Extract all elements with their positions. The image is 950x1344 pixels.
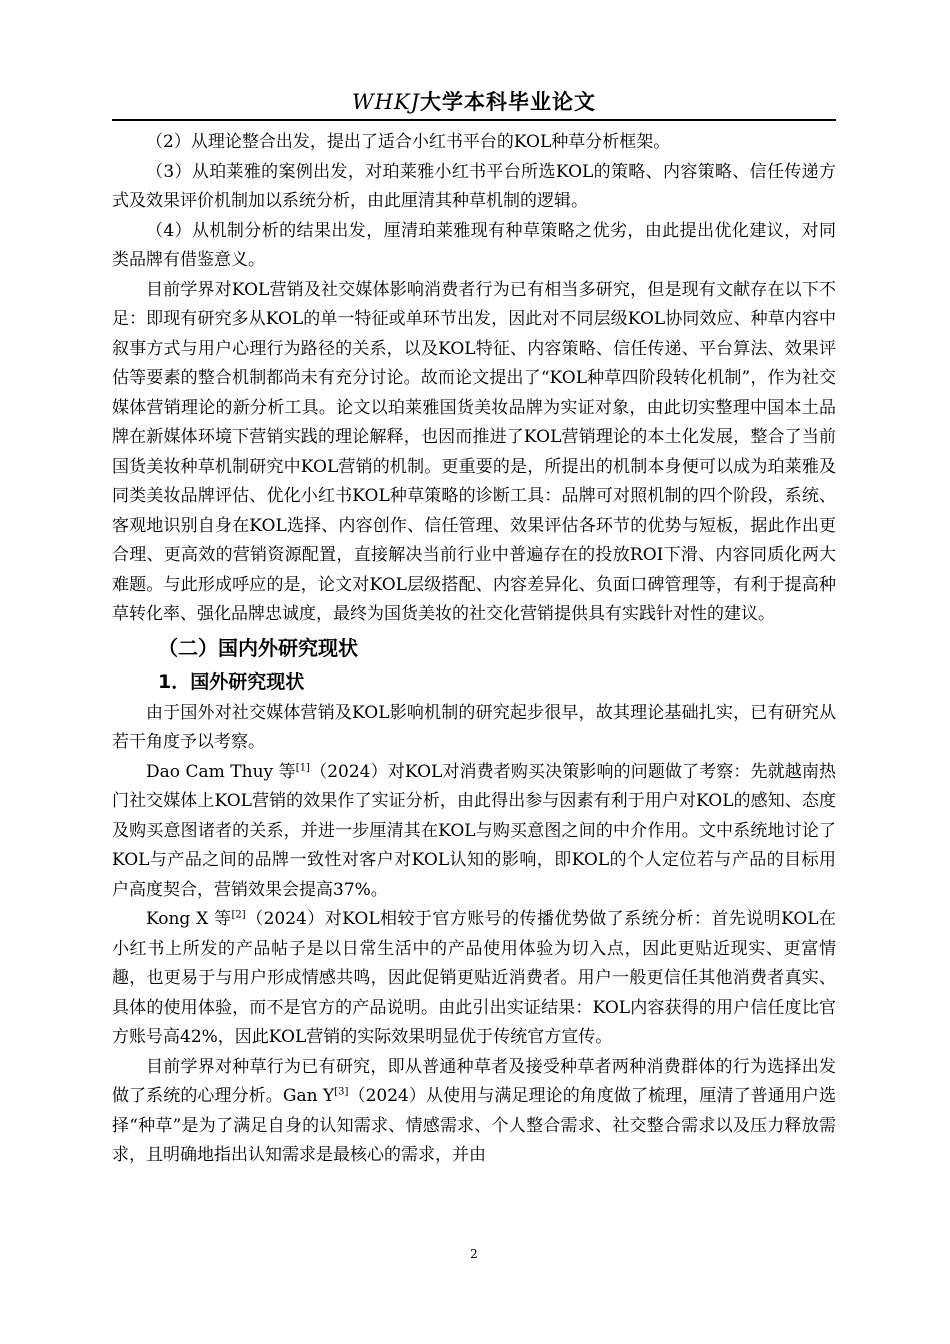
- paragraph-text: Dao Cam Thuy 等: [146, 761, 296, 782]
- paragraph-text: （2024）对KOL相较于官方账号的传播优势做了系统分析：首先说明KOL在小红书上所发的产品帖子是以日常生活中的产品使用体验为切入点，因此更贴近现实、更富情趣，也更易于与用户形成情感共鸣，因此促销更贴近消费者。用户一般更信任其他消费者真实、具体的使用体验，而不是官方的产品说明。由此引出实证结果：KOL内容获得的用户信任度比官方账号高42%，因此KOL营销的实际效果明显优于传统官方宣传。: [112, 909, 836, 1047]
- paragraph: （3）从珀莱雅的案例出发，对珀莱雅小红书平台所选KOL的策略、内容策略、信任传递方式及效果评价机制加以系统分析，由此厘清其种草机制的逻辑。: [112, 161, 836, 211]
- paragraph-text: （2024）从使用与满足理论的角度做了梳理，厘清了普通用户选择“种草”是为了满足自身的认知需求、情感需求、个人整合需求、社交整合需求以及压力释放需求，且明确地指出认知需求是最核心的需求，并由: [112, 1086, 837, 1165]
- paragraph-text: （2024）对KOL对消费者购买决策影响的问题做了考察：先就越南热门社交媒体上KOL营销的效果作了实证分析，由此得出参与因素有利于用户对KOL的感知、态度及购买意图诸者的关系，并进一步厘清其在KOL与购买意图之间的中介作用。文中系统地讨论了KOL与产品之间的品牌一致性对客户对KOL认知的影响，即KOL的个人定位若与产品的目标用户高度契合，营销效果会提高37%。: [112, 761, 836, 900]
- header-rule: [112, 119, 836, 121]
- paragraph: 由于国外对社交媒体营销及KOL影响机制的研究起步很早，故其理论基础扎实，已有研究从若干角度予以考察。: [112, 702, 836, 752]
- paragraph-text: Kong X 等: [146, 909, 232, 929]
- paragraph: （4）从机制分析的结果出发，厘清珀莱雅现有种草策略之优劣，由此提出优化建议，对同类品牌有借鉴意义。: [112, 220, 836, 270]
- citation-ref: [3]: [334, 1086, 349, 1098]
- page-number: 2: [470, 1247, 478, 1261]
- citation-ref: [1]: [295, 761, 310, 773]
- paragraph: （2）从理论整合出发，提出了适合小红书平台的KOL种草分析框架。: [146, 132, 671, 152]
- page-header: [112, 86, 836, 118]
- header-latin: WHKJ: [351, 90, 420, 114]
- header-title: 大学本科毕业论文: [420, 90, 596, 114]
- paragraph-text: 目前学界对种草行为已有研究，即从普通种草者及接受种草者两种消费群体的行为选择出发做了系统的心理分析。Gan Y: [112, 1056, 836, 1106]
- section-heading: （二）国内外研究现状: [158, 635, 358, 660]
- subsection-heading: 1．国外研究现状: [158, 670, 305, 693]
- citation-ref: [2]: [231, 909, 246, 921]
- paragraph: [112, 758, 836, 906]
- page-body: [112, 128, 836, 1171]
- paragraph: [112, 1053, 836, 1171]
- paragraph: 目前学界对KOL营销及社交媒体影响消费者行为已有相当多研究，但是现有文献存在以下不足：即现有研究多从KOL的单一特征或单环节出发，因此对不同层级KOL协同效应、种草内容中叙事方式与用户心理行为路径的关系，以及KOL特征、内容策略、信任传递、平台算法、效果评估等要素的整合机制都尚未有充分讨论。故而论文提出了“KOL种草四阶段转化机制”，作为社交媒体营销理论的新分析工具。论文以珀莱雅国货美妆品牌为实证对象，由此切实整理中国本土品牌在新媒体环境下营销实践的理论解释，也因而推进了KOL营销理论的本土化发展，整合了当前国货美妆种草机制研究中KOL营销的机制。更重要的是，所提出的机制本身便可以成为珀莱雅及同类美妆品牌评估、优化小红书KOL种草策略的诊断工具：品牌可对照机制的四个阶段，系统、客观地识别自身在KOL选择、内容创作、信任管理、效果评估各环节的优势与短板，据此作出更合理、更高效的营销资源配置，直接解决当前行业中普遍存在的投放ROI下滑、内容同质化两大难题。与此形成呼应的是，论文对KOL层级搭配、内容差异化、负面口碑管理等，有利于提高种草转化率、强化品牌忠诚度，最终为国货美妆的社交化营销提供具有实践针对性的建议。: [112, 279, 836, 624]
- paragraph: [112, 905, 836, 1053]
